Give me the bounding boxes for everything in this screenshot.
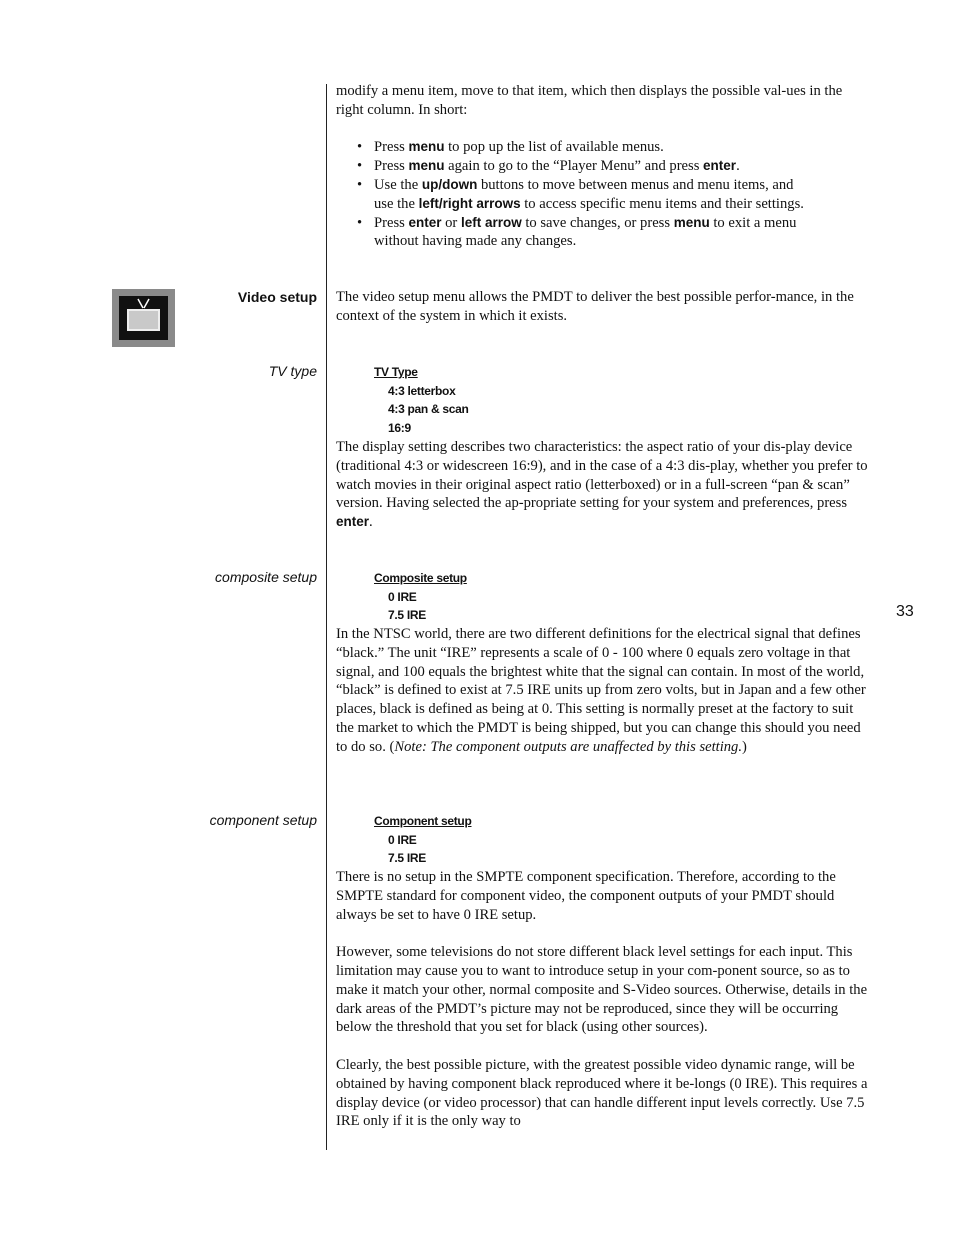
menu-option: 16:9 [388, 420, 411, 435]
tv-icon [112, 289, 175, 347]
component-paragraph: Clearly, the best possible picture, with the greatest possible video dynamic range, will be obtained by having component black reproduced where it be-longs (0 IRE). This requires a display device (or video processor) that can handle different input levels correctly. Use 7.5 IRE only if it is the only way to [336, 1056, 868, 1130]
composite-setup-paragraph [336, 625, 870, 757]
menu-title: Composite setup [374, 571, 467, 585]
keyword: menu [408, 158, 445, 174]
page-number: 33 [896, 603, 914, 620]
component-paragraph: However, some televisions do not store different black level settings for each input. This limitation may cause you to want to introduce setup in your com-ponent source, so as to make it match your other, normal composite and S-Video sources. Otherwise, details in the dark areas of the PMDT’s picture may not be reproduced, since they will be occurring below the threshold that you set for black (using other sources). [336, 944, 868, 1036]
component-paragraph: There is no setup in the SMPTE component specification. Therefore, according to the SMPTE standard for component video, the component outputs of your PMDT should always be set to have 0 IRE setup. [336, 869, 836, 923]
menu-option: 4:3 letterbox [388, 383, 456, 398]
composite-setup-menu [374, 569, 467, 625]
menu-title: Component setup [374, 814, 472, 828]
tv-type-menu [374, 363, 469, 437]
keyword: enter [408, 214, 442, 230]
menu-title: TV Type [374, 365, 418, 379]
bullet-item: • Press enter or left arrow to save changes, or press menu to exit a menu without having made any changes. [336, 214, 870, 252]
keyword: enter [703, 158, 737, 174]
menu-option: 0 IRE [388, 832, 417, 847]
intro-bullet-list [336, 138, 870, 251]
keyword: enter [336, 514, 370, 530]
keyword: up/down [421, 176, 478, 192]
menu-option: 7.5 IRE [388, 608, 426, 622]
intro-block [336, 82, 870, 251]
heading-video-setup: Video setup [237, 289, 317, 305]
bullet-item: • Use the up/down buttons to move between menus and menu items, and use the left/right arrows to access specific menu items and their settings. [336, 176, 870, 214]
tv-type-text: The display setting describes two characteristics: the aspect ratio of your dis-play device (traditional 4:3 or widescreen 16:9), and in the case of a 4:3 dis-play, whether you prefer to watch movies in their original aspect ratio (letterboxed) or in a full-screen “pan & scan” version. Having selected the ap-propriate setting for your system and preferences, press enter. [336, 439, 868, 531]
video-setup-text: The video setup menu allows the PMDT to deliver the best possible perfor-mance, in the context of the system in which it exists. [336, 289, 854, 324]
column-divider [326, 84, 327, 1150]
composite-setup-text: In the NTSC world, there are two different definitions for the electrical signal that defines “black.” The unit “IRE” represents a scale of 0 - 100 where 0 equals zero voltage in that signal, and 100 equals the brightest white that the signal can contain. In most of the world, “black” is defined to exist at 7.5 IRE units up from zero volts, but in Japan and a few other places, black is defined as being at 0. This setting is normally preset at the factory to suit the market to which the PMDT is being shipped, but you can change this should you need to do so. (Note: The component outputs are unaffected by this setting.) [336, 626, 866, 755]
keyword: menu [408, 139, 445, 155]
menu-option: 4:3 pan & scan [388, 402, 469, 416]
keyword: left/right arrows [418, 195, 521, 211]
menu-option: 7.5 IRE [388, 851, 426, 865]
video-setup-paragraph [336, 288, 870, 326]
keyword: menu [673, 214, 710, 230]
heading-component-setup: component setup [209, 812, 317, 828]
component-setup-menu [374, 812, 472, 868]
tv-type-paragraph [336, 438, 870, 532]
menu-option: 0 IRE [388, 589, 417, 604]
heading-tv-type: TV type [268, 363, 317, 379]
component-setup-body [336, 868, 870, 1131]
bullet-item: • Press menu again to go to the “Player Menu” and press enter. [336, 157, 870, 176]
keyword: left arrow [460, 214, 522, 230]
intro-paragraph: modify a menu item, move to that item, which then displays the possible val-ues in the right column. In short: [336, 83, 843, 118]
italic-note: Note: The component outputs are unaffected by this setting. [394, 738, 743, 755]
bullet-item: • Press menu to pop up the list of available menus. [336, 138, 870, 157]
heading-composite-setup: composite setup [215, 569, 317, 585]
